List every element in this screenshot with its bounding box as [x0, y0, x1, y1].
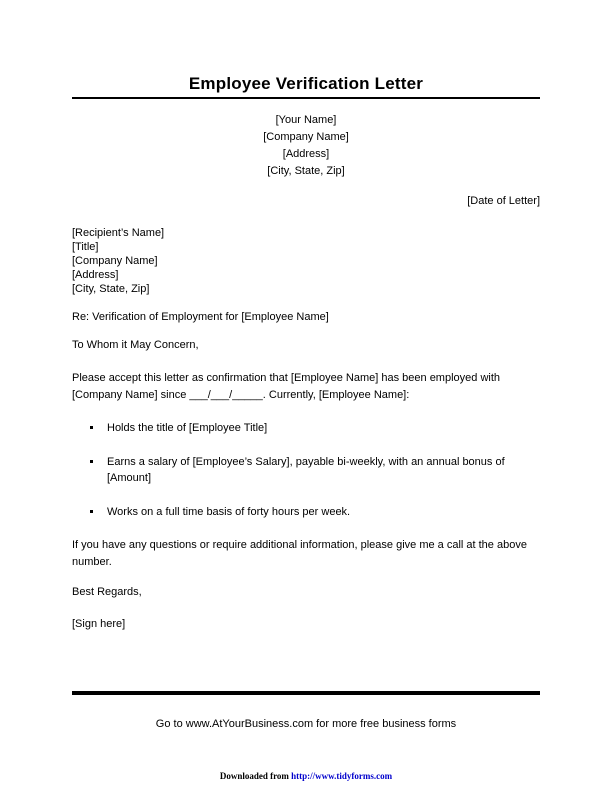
- footer-divider: [72, 691, 540, 695]
- download-attribution: [0, 771, 612, 782]
- download-prefix-text: Downloaded from: [219, 771, 292, 781]
- bullet-icon: [90, 460, 93, 463]
- recipient-name-placeholder: [Recipient’s Name]: [72, 227, 165, 239]
- sign-off: Best Regards,: [72, 586, 142, 598]
- footer-promo-text: Go to www.AtYourBusiness.com for more free business forms: [155, 718, 457, 730]
- recipient-city-state-zip-placeholder: [City, State, Zip]: [72, 283, 150, 295]
- list-item-text: Holds the title of [Employee Title]: [107, 422, 268, 434]
- subject-line: Re: Verification of Employment for [Employee Name]: [72, 311, 329, 323]
- page-title: Employee Verification Letter: [72, 74, 540, 99]
- letter-content: [72, 74, 540, 631]
- list-item: [72, 454, 540, 486]
- list-item: [72, 504, 540, 520]
- recipient-address-placeholder: [Address]: [72, 269, 119, 281]
- sender-company-placeholder: [Company Name]: [263, 131, 349, 143]
- sender-address-placeholder: [Address]: [282, 148, 330, 160]
- employment-details-list: [72, 420, 540, 520]
- closing-paragraph: If you have any questions or require additional information, please give me a call at the above number.: [72, 539, 527, 568]
- recipient-title-placeholder: [Title]: [72, 241, 99, 253]
- bullet-icon: [90, 510, 93, 513]
- sender-name-placeholder: [Your Name]: [275, 114, 337, 126]
- list-item-text: Works on a full time basis of forty hours per week.: [107, 506, 351, 518]
- bullet-icon: [90, 426, 93, 429]
- date-placeholder: [Date of Letter]: [467, 195, 540, 207]
- sender-address-block: [72, 112, 540, 180]
- recipient-company-placeholder: [Company Name]: [72, 255, 158, 267]
- list-item-text: Earns a salary of [Employee’s Salary], payable bi-weekly, with an annual bonus of [Amount]: [107, 456, 505, 484]
- sender-city-state-zip-placeholder: [City, State, Zip]: [267, 165, 345, 177]
- intro-paragraph: Please accept this letter as confirmation that [Employee Name] has been employed with [Company Name] since ___/___/_____. Currently, [Employee Name]:: [72, 372, 501, 401]
- salutation: To Whom it May Concern,: [72, 339, 199, 351]
- signature-placeholder: [Sign here]: [72, 618, 126, 630]
- list-item: [72, 420, 540, 436]
- recipient-address-block: [72, 226, 540, 296]
- tidyforms-link[interactable]: http://www.tidyforms.com: [291, 771, 393, 781]
